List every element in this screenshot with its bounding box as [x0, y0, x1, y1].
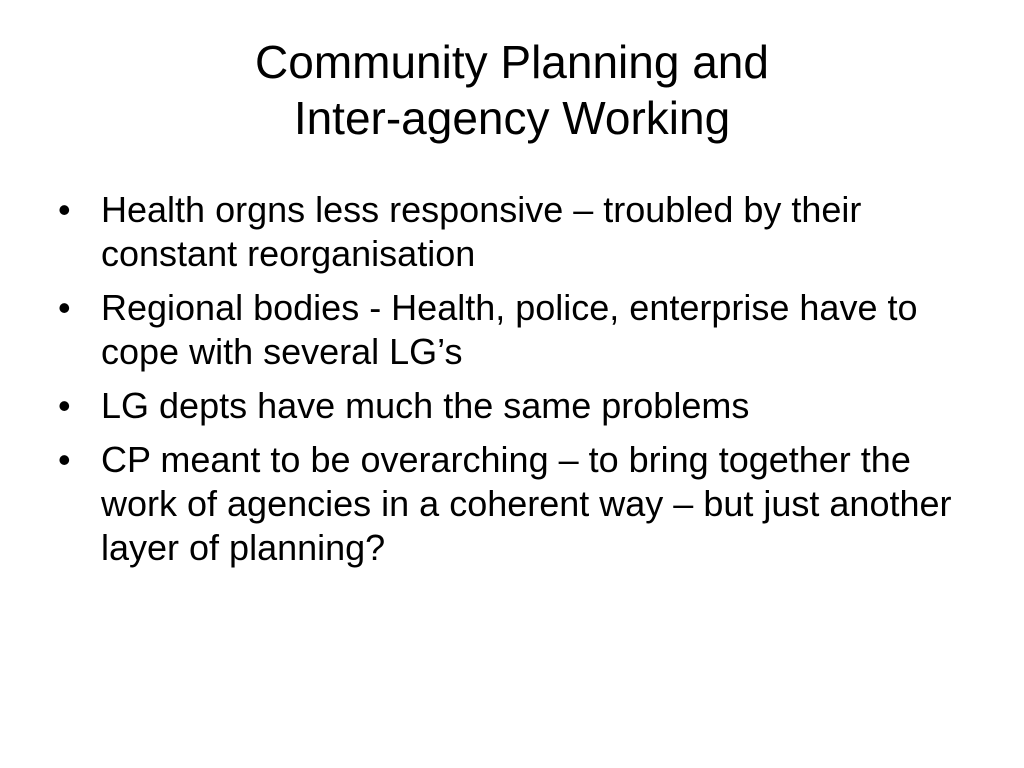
bullet-item-3: [58, 384, 978, 428]
bullet-item-4: [58, 438, 978, 570]
bullet-item-2: [58, 286, 978, 374]
bullet-icon: •: [58, 439, 71, 480]
bullet-icon: •: [58, 385, 71, 426]
bullet-text: LG depts have much the same problems: [101, 385, 750, 426]
bullet-icon: •: [58, 189, 71, 230]
bullet-list: [58, 188, 978, 580]
title-line-2: Inter-agency Working: [293, 92, 731, 144]
slide-title: [0, 34, 1024, 146]
bullet-text: Health orgns less responsive – troubled by their constant reorganisation: [101, 189, 862, 274]
bullet-text: Regional bodies - Health, police, enterprise have to cope with several LG’s: [101, 287, 918, 372]
title-line-1: Community Planning and: [255, 36, 769, 88]
bullet-icon: •: [58, 287, 71, 328]
bullet-text: CP meant to be overarching – to bring together the work of agencies in a coherent way – but just another layer of planning?: [101, 439, 952, 568]
bullet-item-1: [58, 188, 978, 276]
